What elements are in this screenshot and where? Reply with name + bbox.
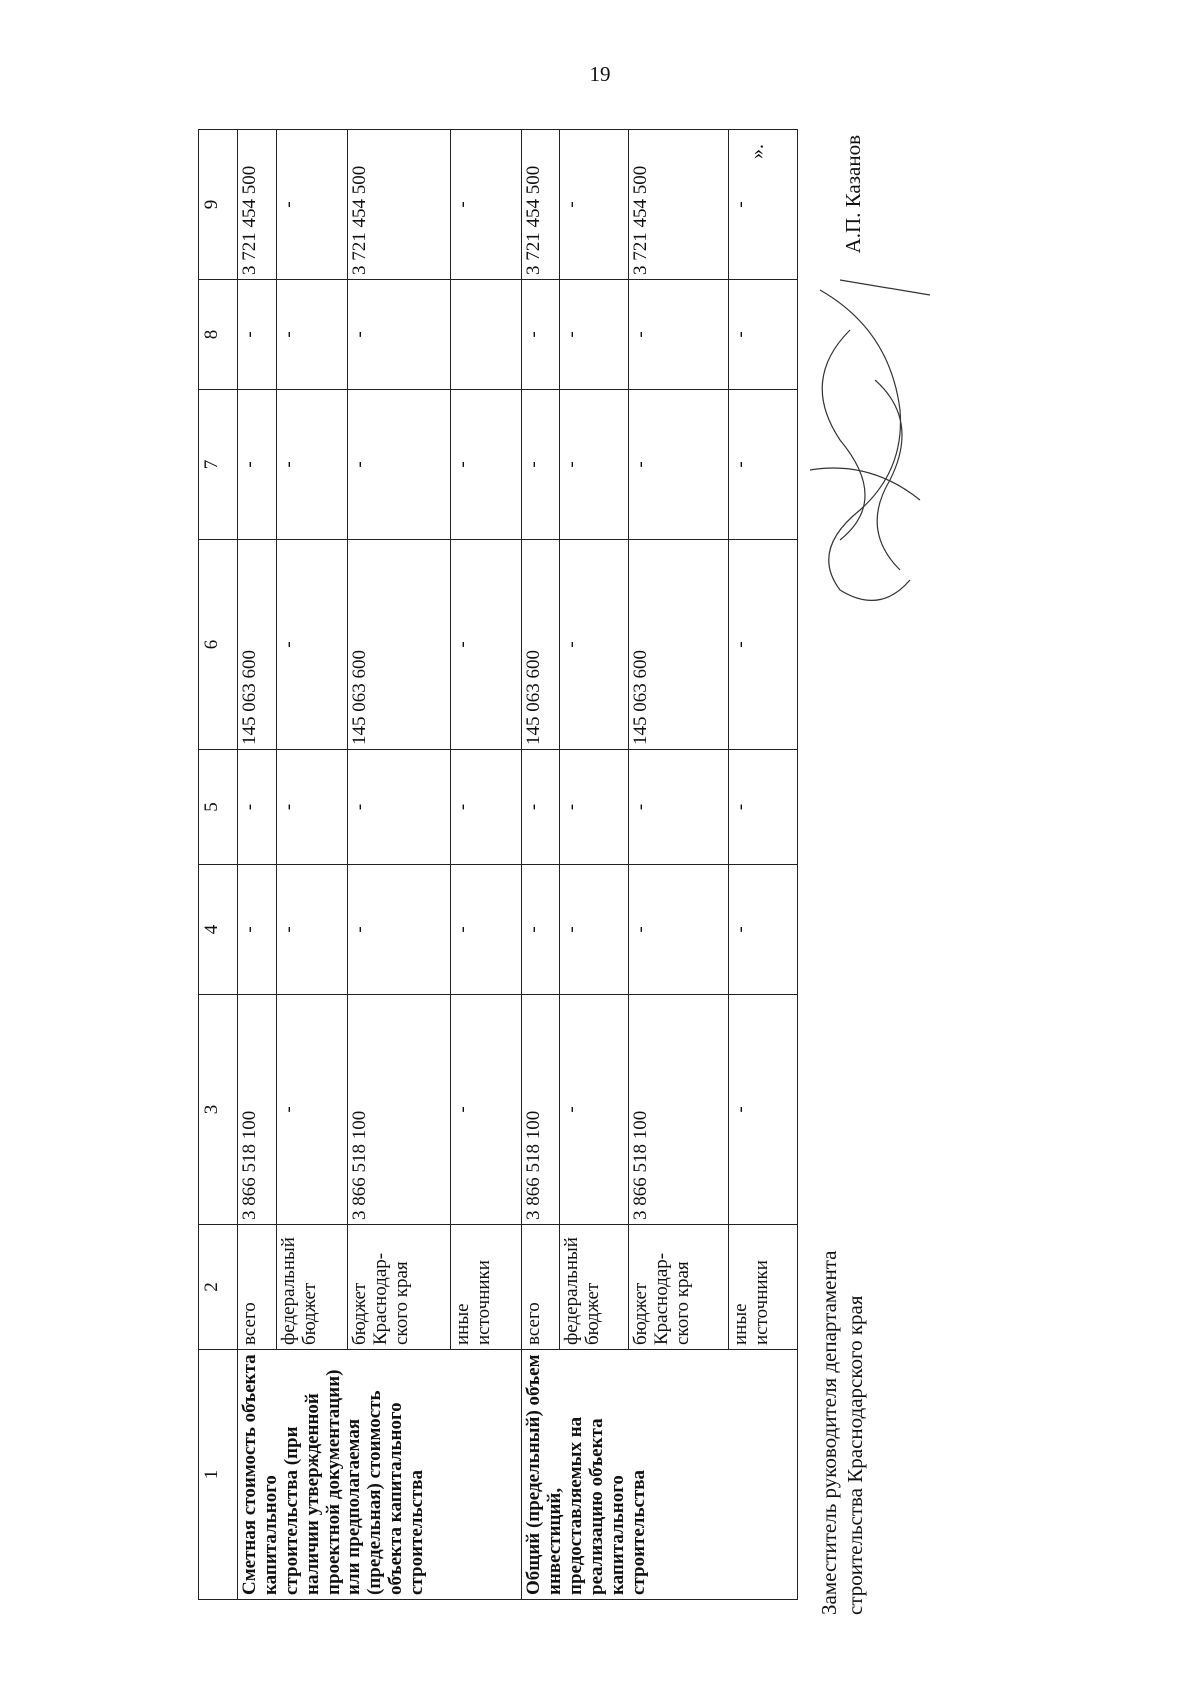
value-cell-col8 <box>451 280 522 390</box>
value-cell-col4: - <box>277 865 348 995</box>
value-cell-col9: 3 721 454 500 <box>238 130 277 280</box>
value-cell-col4: - <box>522 865 560 995</box>
header-row <box>199 130 238 1600</box>
value-cell-col7: - <box>238 390 277 540</box>
value-cell-col8: - <box>522 280 560 390</box>
value-cell-col3: - <box>560 995 629 1225</box>
column-header-6: 6 <box>199 540 238 750</box>
value-cell-col5: - <box>277 750 348 865</box>
value-cell-col7: - <box>348 390 451 540</box>
value-cell-col9: - <box>729 130 798 280</box>
value-cell-col3: - <box>451 995 522 1225</box>
value-cell-col9: - <box>451 130 522 280</box>
value-cell-col6: 145 063 600 <box>238 540 277 750</box>
value-cell-col6: - <box>277 540 348 750</box>
funding-source-cell: федеральный бюджет <box>560 1225 629 1350</box>
funding-source-cell: бюджет Краснодар-ского края <box>348 1225 451 1350</box>
signatory-position <box>816 915 869 1615</box>
value-cell-col5: - <box>348 750 451 865</box>
value-cell-col3: - <box>277 995 348 1225</box>
funding-source-cell: бюджет Краснодар-ского края <box>629 1225 729 1350</box>
value-cell-col8: - <box>560 280 629 390</box>
value-cell-col6: 145 063 600 <box>348 540 451 750</box>
value-cell-col7: - <box>629 390 729 540</box>
group-label: Сметная стоимость объекта капитального строительства (при наличии утвержденной проектной документации) или предполагаемая (предельная) стоимость объекта капитального строительства <box>238 1350 522 1600</box>
value-cell-col4: - <box>451 865 522 995</box>
column-header-7: 7 <box>199 390 238 540</box>
table-body <box>238 130 798 1600</box>
funding-source-cell: иные источники <box>451 1225 522 1350</box>
table-rotated-container <box>198 130 798 1600</box>
page-number: 19 <box>589 62 611 86</box>
value-cell-col9: - <box>560 130 629 280</box>
value-cell-col7: - <box>560 390 629 540</box>
value-cell-col3: 3 866 518 100 <box>629 995 729 1225</box>
value-cell-col5: - <box>522 750 560 865</box>
value-cell-col4: - <box>348 865 451 995</box>
value-cell-col5: - <box>629 750 729 865</box>
value-cell-col3: 3 866 518 100 <box>522 995 560 1225</box>
group-label: Общий (предельный) объем инвестиций, предоставляемых на реализацию объекта капитального строительства <box>522 1350 798 1600</box>
column-header-8: 8 <box>199 280 238 390</box>
column-header-4: 4 <box>199 865 238 995</box>
table-row <box>238 130 277 1600</box>
value-cell-col7: - <box>451 390 522 540</box>
value-cell-col8: - <box>238 280 277 390</box>
table-row <box>522 130 560 1600</box>
funding-source-cell: всего <box>238 1225 277 1350</box>
handwritten-signature <box>780 270 950 630</box>
value-cell-col4: - <box>729 865 798 995</box>
value-cell-col7: - <box>277 390 348 540</box>
column-header-1: 1 <box>199 1350 238 1600</box>
value-cell-col4: - <box>560 865 629 995</box>
value-cell-col8: - <box>729 280 798 390</box>
signatory-name: А.П. Казанов <box>841 135 865 254</box>
value-cell-col6: - <box>560 540 629 750</box>
signatory-position-line1: Заместитель руководителя департамента <box>817 1250 841 1615</box>
value-cell-col6: - <box>729 540 798 750</box>
value-cell-col3: 3 866 518 100 <box>238 995 277 1225</box>
value-cell-col3: - <box>729 995 798 1225</box>
funding-source-cell: иные источники <box>729 1225 798 1350</box>
value-cell-col6: - <box>451 540 522 750</box>
value-cell-col6: 145 063 600 <box>522 540 560 750</box>
value-cell-col4: - <box>629 865 729 995</box>
value-cell-col8: - <box>348 280 451 390</box>
funding-source-cell: федеральный бюджет <box>277 1225 348 1350</box>
column-header-9: 9 <box>199 130 238 280</box>
value-cell-col4: - <box>238 865 277 995</box>
funding-source-cell: всего <box>522 1225 560 1350</box>
column-header-5: 5 <box>199 750 238 865</box>
value-cell-col6: 145 063 600 <box>629 540 729 750</box>
investment-table <box>198 129 798 1600</box>
value-cell-col9: 3 721 454 500 <box>348 130 451 280</box>
value-cell-col3: 3 866 518 100 <box>348 995 451 1225</box>
value-cell-col9: - <box>277 130 348 280</box>
closing-quote: ». <box>746 144 768 159</box>
value-cell-col8: - <box>277 280 348 390</box>
value-cell-col7: - <box>522 390 560 540</box>
value-cell-col5: - <box>238 750 277 865</box>
value-cell-col8: - <box>629 280 729 390</box>
value-cell-col5: - <box>560 750 629 865</box>
column-header-2: 2 <box>199 1225 238 1350</box>
value-cell-col5: - <box>729 750 798 865</box>
value-cell-col5: - <box>451 750 522 865</box>
value-cell-col9: 3 721 454 500 <box>629 130 729 280</box>
signatory-position-line2: строительства Краснодарского края <box>843 1295 868 1615</box>
value-cell-col9: 3 721 454 500 <box>522 130 560 280</box>
column-header-3: 3 <box>199 995 238 1225</box>
value-cell-col7: - <box>729 390 798 540</box>
